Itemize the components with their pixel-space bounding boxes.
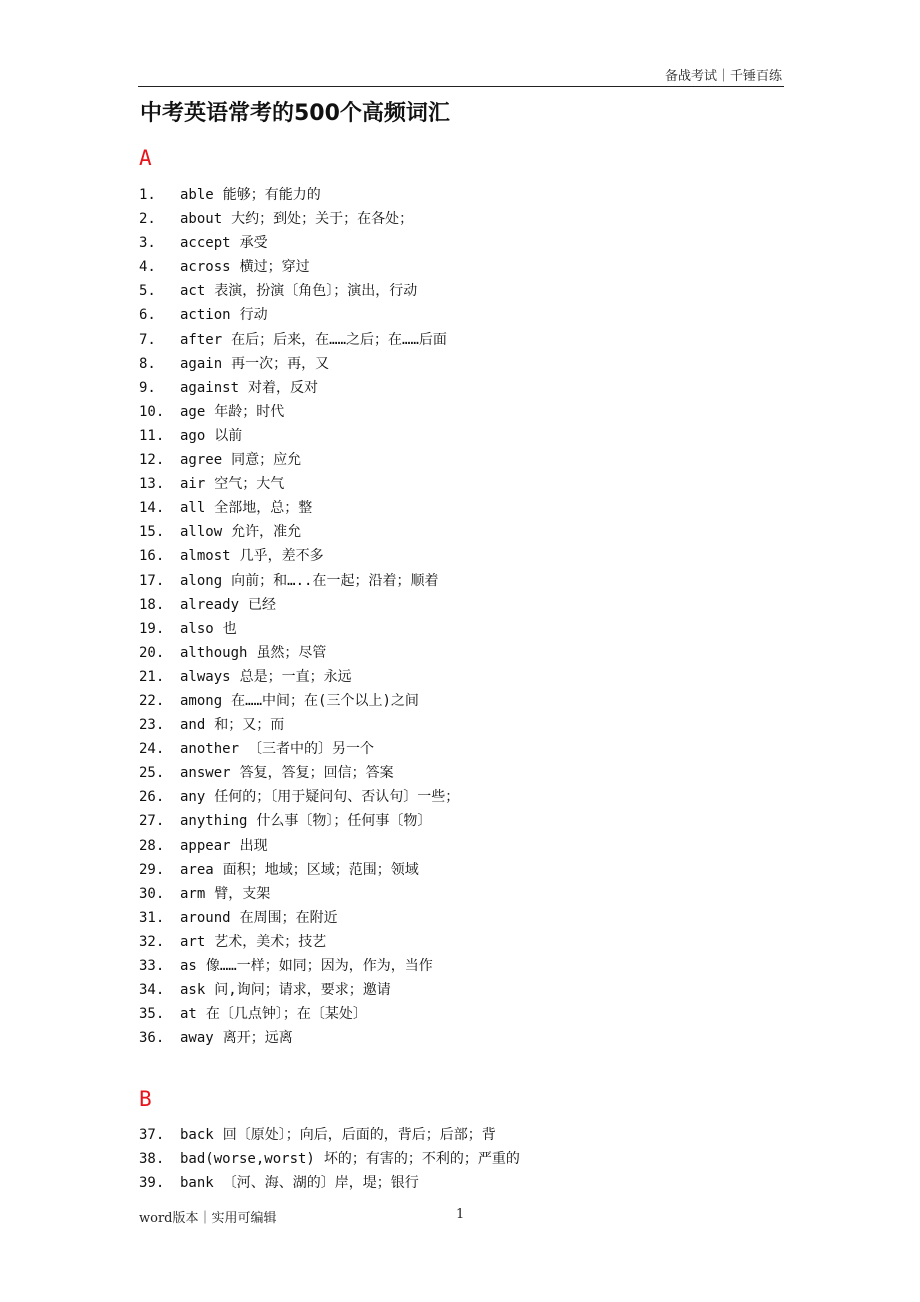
entry-word: answer — [180, 765, 231, 782]
entry-meaning: 臂，支架 — [214, 885, 271, 902]
word-entry — [139, 1171, 520, 1195]
word-entry — [139, 279, 459, 303]
entry-number: 23. — [139, 717, 165, 734]
entry-number: 6. — [139, 307, 156, 324]
entry-word: able — [180, 187, 214, 203]
entry-number: 1. — [139, 187, 156, 203]
entry-number: 38. — [139, 1151, 165, 1168]
page-header — [138, 62, 784, 87]
word-entry — [139, 569, 459, 593]
entry-meaning: 面积；地域；区域；范围；领域 — [222, 861, 419, 878]
entry-meaning: 虽然；尽管 — [256, 644, 327, 661]
entry-meaning: 总是；一直；永远 — [239, 668, 352, 685]
section-letter-a: A — [139, 146, 152, 170]
section-letter-b: B — [139, 1087, 152, 1111]
word-entry — [139, 1147, 520, 1171]
word-entry — [139, 1123, 520, 1147]
entry-number: 29. — [139, 861, 165, 878]
entry-meaning: 坏的；有害的；不利的；严重的 — [323, 1151, 520, 1168]
word-entry — [139, 785, 459, 809]
entry-number: 21. — [139, 668, 165, 685]
entry-word: across — [180, 259, 231, 276]
page-number: 1 — [456, 1207, 465, 1222]
entry-number: 26. — [139, 789, 165, 806]
entry-word: and — [180, 717, 206, 734]
entry-number: 39. — [139, 1175, 165, 1192]
word-entry — [139, 376, 459, 400]
word-entry — [139, 328, 459, 352]
entry-word: allow — [180, 524, 223, 541]
entry-number: 37. — [139, 1127, 165, 1143]
entry-word: about — [180, 211, 223, 228]
entry-number: 33. — [139, 958, 165, 974]
entry-word: act — [180, 283, 206, 300]
entry-meaning: 问,询问；请求，要求；邀请 — [214, 982, 391, 999]
entry-word: another — [180, 741, 240, 758]
entry-word: art — [180, 933, 206, 950]
entry-meaning: 行动 — [239, 307, 268, 324]
entry-number: 12. — [139, 452, 165, 469]
entry-meaning: 向前；和…..在一起；沿着；顺着 — [231, 572, 439, 589]
entry-meaning: 在……中间；在(三个以上)之间 — [231, 692, 419, 709]
entry-number: 36. — [139, 1030, 165, 1047]
entry-word: air — [180, 476, 206, 493]
word-entry — [139, 617, 459, 641]
document-title: 中考英语常考的500个高频词汇 — [140, 101, 450, 126]
entry-number: 3. — [139, 235, 156, 252]
word-entry — [139, 978, 459, 1002]
entry-meaning: 以前 — [214, 427, 243, 444]
entry-word: action — [180, 307, 231, 324]
entry-meaning: 再一次；再，又 — [231, 355, 330, 372]
entry-number: 17. — [139, 572, 165, 589]
entry-word: bank — [180, 1175, 214, 1192]
entry-meaning: 空气；大气 — [214, 476, 285, 493]
entry-meaning: 任何的；〔用于疑问句、否认句〕一些； — [214, 789, 460, 806]
word-entry — [139, 1002, 459, 1026]
entry-number: 7. — [139, 331, 156, 348]
entry-number: 20. — [139, 644, 165, 661]
entry-word: again — [180, 355, 223, 372]
entry-word: anything — [180, 813, 248, 830]
entry-word: as — [180, 958, 197, 974]
entry-meaning: 几乎，差不多 — [239, 548, 324, 565]
entry-word: bad(worse,worst) — [180, 1151, 315, 1168]
word-entry — [139, 906, 459, 930]
word-entry — [139, 255, 459, 279]
word-entry — [139, 520, 459, 544]
entry-word: along — [180, 572, 223, 589]
entry-word: appear — [180, 837, 231, 854]
entry-number: 8. — [139, 355, 156, 372]
entry-meaning: 已经 — [248, 596, 277, 613]
entry-meaning: 同意；应允 — [231, 452, 302, 469]
entry-word: although — [180, 644, 248, 661]
word-entry — [139, 448, 459, 472]
word-entry — [139, 496, 459, 520]
word-entry — [139, 1026, 459, 1050]
word-entry — [139, 400, 459, 424]
entry-number: 11. — [139, 427, 165, 444]
word-entry — [139, 930, 459, 954]
entry-word: around — [180, 909, 231, 926]
word-entry — [139, 689, 459, 713]
word-entry — [139, 834, 459, 858]
word-entry — [139, 231, 459, 255]
word-entry — [139, 713, 459, 737]
word-entry — [139, 858, 459, 882]
entry-number: 19. — [139, 620, 165, 637]
entry-meaning: 像……一样；如同；因为，作为，当作 — [205, 958, 433, 974]
word-entry — [139, 882, 459, 906]
header-text: 备战考试｜千锤百练 — [664, 69, 782, 84]
entry-word: area — [180, 861, 214, 878]
entry-word: also — [180, 620, 214, 637]
entry-meaning: 允许，准允 — [231, 524, 302, 541]
word-entry — [139, 424, 459, 448]
entry-meaning: 横过；穿过 — [239, 259, 310, 276]
entry-meaning: 〔河、海、湖的〕岸，堤；银行 — [222, 1175, 419, 1192]
entry-number: 16. — [139, 548, 165, 565]
word-entry — [139, 954, 459, 978]
entry-number: 32. — [139, 933, 165, 950]
entry-meaning: 什么事〔物〕；任何事〔物〕 — [256, 813, 432, 830]
entry-meaning: 在后；后来，在……之后；在……后面 — [231, 331, 447, 348]
entry-word: ask — [180, 982, 206, 999]
word-entry — [139, 183, 459, 207]
entry-meaning: 和；又；而 — [214, 717, 285, 734]
entry-meaning: 〔三者中的〕另一个 — [248, 741, 375, 758]
entry-number: 28. — [139, 837, 165, 854]
entry-word: all — [180, 500, 206, 517]
entry-word: among — [180, 692, 223, 709]
entry-number: 4. — [139, 259, 156, 276]
entry-meaning: 也 — [222, 620, 237, 637]
entry-number: 30. — [139, 885, 165, 902]
entry-number: 2. — [139, 211, 156, 228]
word-entry — [139, 809, 459, 833]
entry-word: already — [180, 596, 240, 613]
entry-number: 31. — [139, 909, 165, 926]
word-entry — [139, 303, 459, 327]
word-entry — [139, 593, 459, 617]
entry-meaning: 在〔几点钟〕；在〔某处〕 — [205, 1006, 367, 1023]
word-entry — [139, 641, 459, 665]
entry-word: ago — [180, 427, 206, 444]
entry-number: 9. — [139, 379, 156, 396]
entry-word: against — [180, 379, 240, 396]
word-entry — [139, 352, 459, 376]
entry-number: 25. — [139, 765, 165, 782]
entry-number: 15. — [139, 524, 165, 541]
word-entry — [139, 737, 459, 761]
footer-text: word版本｜实用可编辑 — [139, 1211, 277, 1226]
entry-meaning: 承受 — [239, 235, 268, 252]
entry-meaning: 出现 — [239, 837, 268, 854]
word-list-a — [139, 183, 459, 1050]
entry-number: 35. — [139, 1006, 165, 1023]
entry-meaning: 离开；远离 — [222, 1030, 293, 1047]
entry-word: agree — [180, 452, 223, 469]
entry-number: 10. — [139, 403, 165, 420]
entry-meaning: 年龄；时代 — [214, 403, 285, 420]
word-entry — [139, 761, 459, 785]
entry-number: 27. — [139, 813, 165, 830]
entry-meaning: 在周围；在附近 — [239, 909, 338, 926]
word-entry — [139, 207, 459, 231]
entry-word: almost — [180, 548, 231, 565]
entry-word: always — [180, 668, 231, 685]
entry-number: 24. — [139, 741, 165, 758]
entry-word: after — [180, 331, 223, 348]
entry-number: 34. — [139, 982, 165, 999]
entry-word: accept — [180, 235, 231, 252]
entry-number: 18. — [139, 596, 165, 613]
entry-number: 13. — [139, 476, 165, 493]
word-list-b — [139, 1123, 520, 1195]
entry-word: at — [180, 1006, 197, 1023]
entry-meaning: 能够；有能力的 — [222, 187, 321, 203]
entry-word: away — [180, 1030, 214, 1047]
entry-meaning: 对着，反对 — [248, 379, 319, 396]
entry-meaning: 艺术，美术；技艺 — [214, 933, 327, 950]
entry-meaning: 回〔原处〕；向后，后面的，背后；后部；背 — [222, 1127, 496, 1143]
entry-meaning: 大约；到处；关于；在各处； — [231, 211, 414, 228]
word-entry — [139, 665, 459, 689]
entry-word: age — [180, 403, 206, 420]
entry-word: back — [180, 1127, 214, 1143]
word-entry — [139, 472, 459, 496]
entry-number: 5. — [139, 283, 156, 300]
entry-meaning: 表演，扮演〔角色〕；演出，行动 — [214, 283, 418, 300]
entry-word: arm — [180, 885, 206, 902]
entry-meaning: 答复，答复；回信；答案 — [239, 765, 394, 782]
entry-meaning: 全部地，总；整 — [214, 500, 313, 517]
entry-number: 14. — [139, 500, 165, 517]
entry-word: any — [180, 789, 206, 806]
word-entry — [139, 544, 459, 568]
entry-number: 22. — [139, 692, 165, 709]
